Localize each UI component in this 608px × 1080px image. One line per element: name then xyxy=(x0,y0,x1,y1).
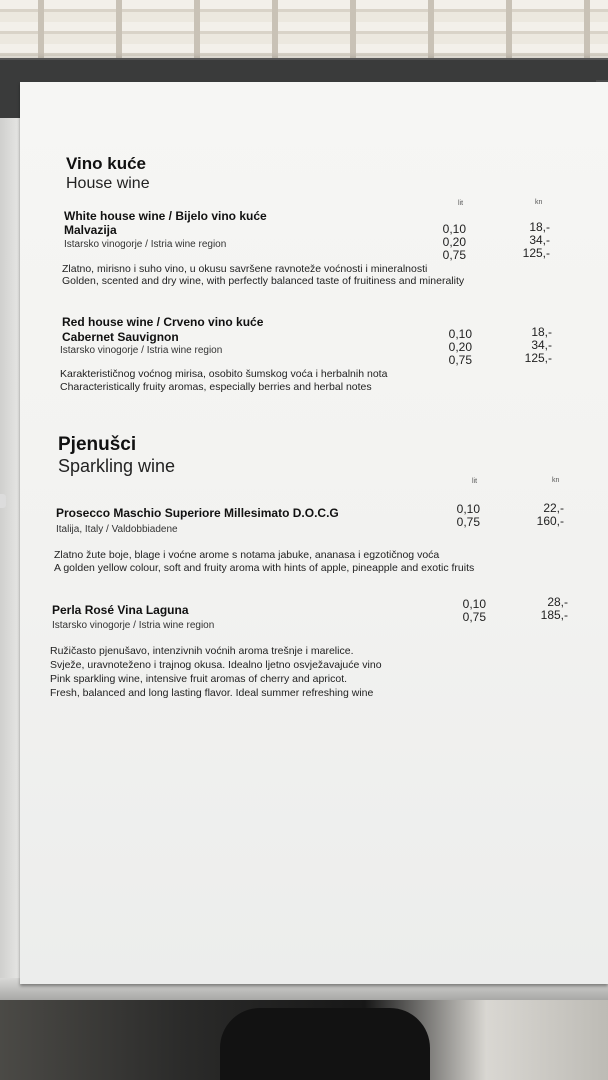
red-volumes xyxy=(436,328,472,367)
volume: 0,10 xyxy=(456,502,480,516)
sparkling-subtitle: Sparkling wine xyxy=(58,456,176,476)
price: 34,- xyxy=(531,338,552,352)
red-house-wine-variety: Cabernet Sauvignon xyxy=(62,330,179,344)
price: 28,- xyxy=(547,595,568,609)
sparkling-title: Pjenušci xyxy=(58,434,137,455)
wicker-table-background xyxy=(0,0,608,66)
volume: 0,75 xyxy=(456,515,480,529)
prosecco-prices xyxy=(524,502,564,528)
price: 22,- xyxy=(543,501,564,515)
price: 160,- xyxy=(536,514,564,528)
volume: 0,20 xyxy=(448,340,472,354)
price: 185,- xyxy=(540,608,568,622)
column-lit: lit xyxy=(458,200,464,207)
red-house-wine-region: Istarsko vinogorje / Istria wine region xyxy=(60,345,223,356)
red-prices xyxy=(512,326,552,365)
perla-rose-region: Istarsko vinogorje / Istria wine region xyxy=(52,620,215,631)
price: 18,- xyxy=(531,325,552,339)
perla-desc-line: Svježe, uravnoteženo i trajnog okusa. Idealno ljetno osvježavajuće vino xyxy=(50,659,382,671)
white-desc-en: Golden, scented and dry wine, with perfectly balanced taste of fruitiness and minerality xyxy=(62,275,465,287)
column-lit: lit xyxy=(472,478,478,485)
white-volumes xyxy=(432,223,466,262)
volume: 0,75 xyxy=(442,248,466,262)
volume: 0,10 xyxy=(442,222,466,236)
white-prices xyxy=(510,221,550,260)
volume: 0,10 xyxy=(448,327,472,341)
price: 18,- xyxy=(529,220,550,234)
house-wine-title: Vino kuće xyxy=(66,154,146,173)
volume: 0,75 xyxy=(462,610,486,624)
price: 34,- xyxy=(529,233,550,247)
page-underside xyxy=(0,118,22,978)
prosecco-region: Italija, Italy / Valdobbiadene xyxy=(56,524,178,535)
prosecco-desc-en: A golden yellow colour, soft and fruity aroma with hints of apple, pineapple and exotic fruits xyxy=(54,562,475,574)
prosecco-desc-hr: Zlatno žute boje, blage i voćne arome s notama jabuke, ananasa i egzotičnog voća xyxy=(54,549,440,561)
volume: 0,10 xyxy=(462,597,486,611)
perla-volumes xyxy=(452,598,486,624)
perla-rose-name: Perla Rosé Vina Laguna xyxy=(52,603,189,617)
perla-desc-line: Fresh, balanced and long lasting flavor. Ideal summer refreshing wine xyxy=(50,687,374,699)
white-house-wine-name: White house wine / Bijelo vino kuće xyxy=(64,209,267,223)
column-kn: kn xyxy=(552,477,560,484)
perla-prices xyxy=(528,596,568,622)
price: 125,- xyxy=(524,351,552,365)
prosecco-name: Prosecco Maschio Superiore Millesimato D.O.C.G xyxy=(56,506,339,520)
white-desc-hr: Zlatno, mirisno i suho vino, u okusu savršene ravnoteže voćnosti i mineralnosti xyxy=(62,263,428,275)
perla-desc-line: Pink sparkling wine, intensive fruit aromas of cherry and apricot. xyxy=(50,673,348,685)
perla-desc-line: Ružičasto pjenušavo, intenzivnih voćnih aroma trešnje i marelice. xyxy=(50,645,354,657)
menu-page xyxy=(20,82,608,984)
volume: 0,75 xyxy=(448,353,472,367)
white-house-wine-variety: Malvazija xyxy=(64,223,117,237)
prosecco-volumes xyxy=(446,503,480,529)
shoe xyxy=(220,1008,430,1080)
volume: 0,20 xyxy=(442,235,466,249)
red-desc-en: Characteristically fruity aromas, especially berries and herbal notes xyxy=(60,381,372,393)
house-wine-subtitle: House wine xyxy=(66,175,150,192)
red-desc-hr: Karakterističnog voćnog mirisa, osobito šumskog voća i herbalnih nota xyxy=(60,368,388,380)
page-tab xyxy=(0,494,6,508)
price: 125,- xyxy=(522,246,550,260)
column-kn: kn xyxy=(535,199,543,206)
white-house-wine-region: Istarsko vinogorje / Istria wine region xyxy=(64,239,227,250)
red-house-wine-name: Red house wine / Crveno vino kuće xyxy=(62,315,264,329)
